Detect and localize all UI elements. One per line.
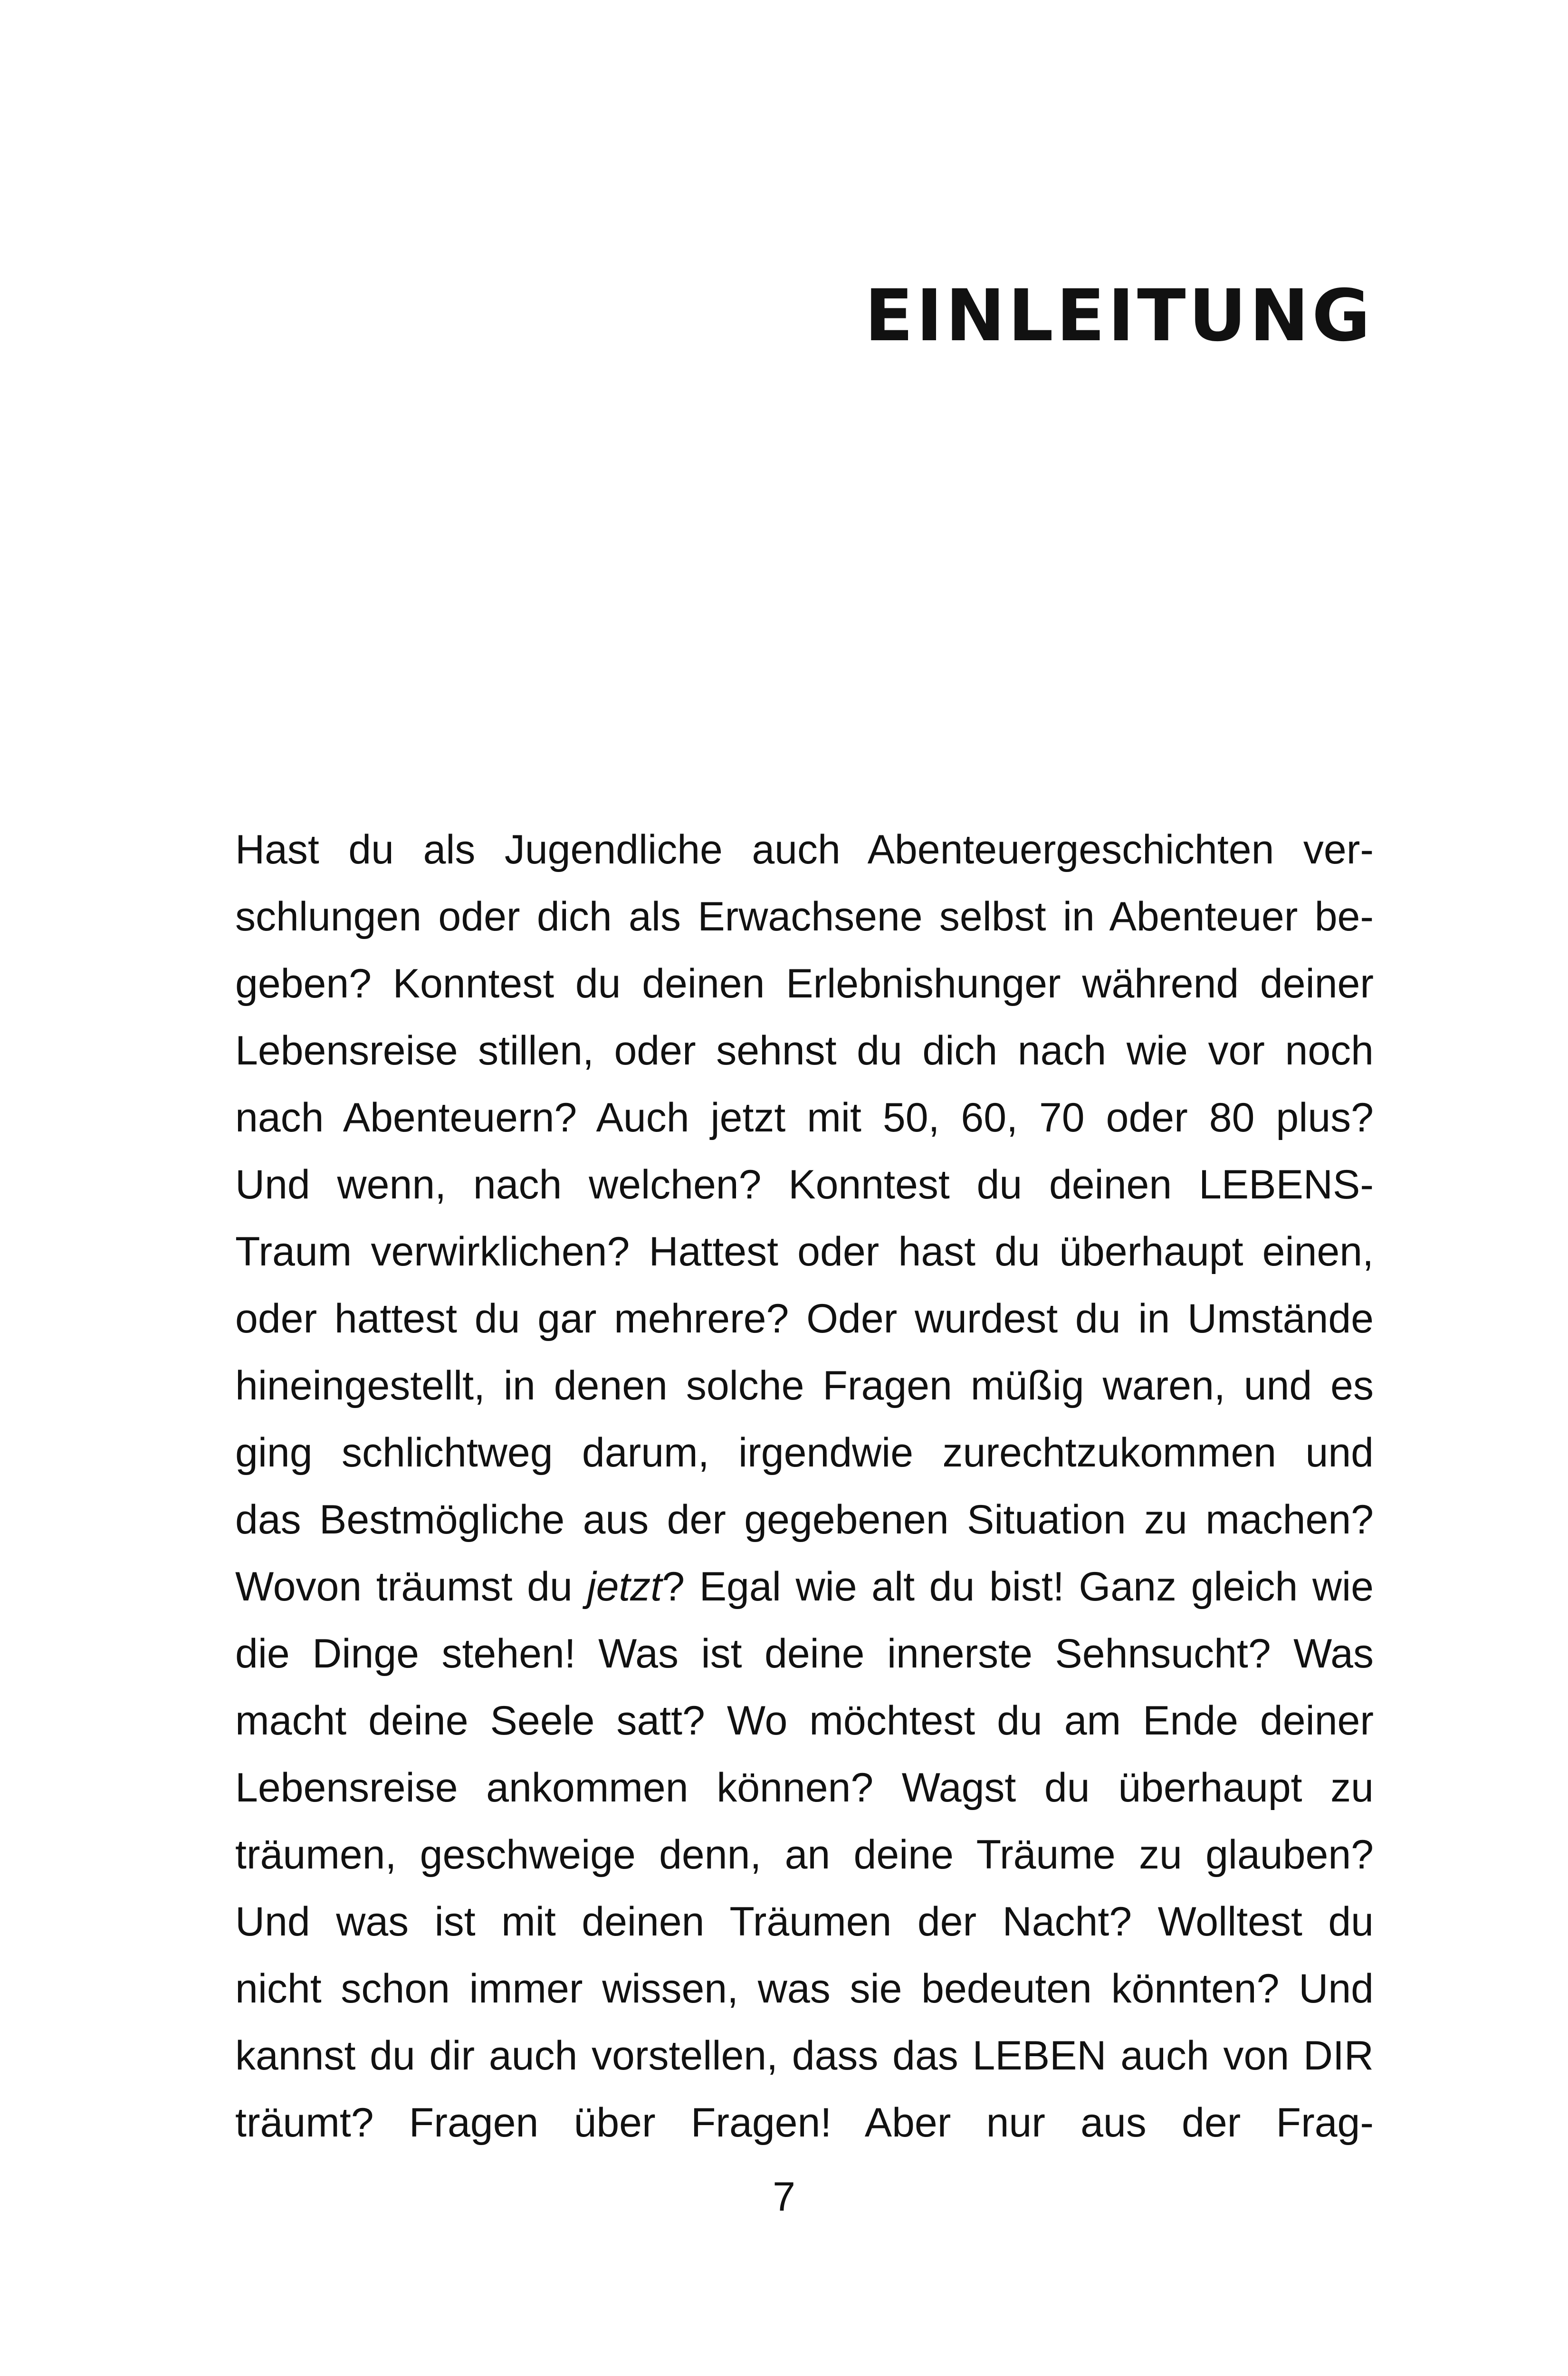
text-line: nicht schon immer wissen, was sie bedeuten könnten? Und: [235, 1966, 1374, 2012]
text-line: Hast du als Jugendliche auch Abenteuergeschichten ver-: [235, 827, 1374, 872]
text-line: Und wenn, nach welchen? Konntest du deinen LEBENS-: [235, 1162, 1374, 1207]
body-paragraph: [235, 816, 1374, 2156]
text-line: geben? Konntest du deinen Erlebnishunger während deiner: [235, 961, 1374, 1006]
page-number: 7: [773, 2174, 795, 2220]
text-line: das Bestmögliche aus der gegebenen Situation zu machen?: [235, 1497, 1374, 1542]
text-line: Traum verwirklichen? Hattest oder hast du überhaupt einen,: [235, 1229, 1374, 1274]
text-line: macht deine Seele satt? Wo möchtest du am Ende deiner: [235, 1698, 1374, 1744]
text-line: träumt? Fragen über Fragen! Aber nur aus der Frag-: [235, 2100, 1374, 2146]
text-line: hineingestellt, in denen solche Fragen müßig waren, und es: [235, 1363, 1374, 1408]
text-line: nach Abenteuern? Auch jetzt mit 50, 60, 70 oder 80 plus?: [235, 1095, 1374, 1140]
emphasized-word: jetzt: [587, 1564, 662, 1610]
text-line: die Dinge stehen! Was ist deine innerste Sehnsucht? Was: [235, 1631, 1374, 1677]
text-line: träumen, geschweige denn, an deine Träume zu glauben?: [235, 1832, 1374, 1878]
text-run: Wovon träumst du: [235, 1564, 587, 1610]
text-line: oder hattest du gar mehrere? Oder wurdest du in Umstände: [235, 1296, 1374, 1341]
text-line: kannst du dir auch vorstellen, dass das LEBEN auch von DIR: [235, 2033, 1374, 2079]
text-line: Lebensreise stillen, oder sehnst du dich nach wie vor noch: [235, 1028, 1374, 1073]
text-line: schlungen oder dich als Erwachsene selbst in Abenteuer be-: [235, 894, 1374, 939]
text-run: ? Egal wie alt du bist! Ganz gleich wie: [662, 1564, 1374, 1610]
text-line: ging schlichtweg darum, irgendwie zurechtzukommen und: [235, 1430, 1374, 1475]
text-line: [235, 1553, 1374, 1620]
chapter-title: EINLEITUNG: [864, 275, 1373, 357]
text-line: Und was ist mit deinen Träumen der Nacht? Wolltest du: [235, 1899, 1374, 1945]
text-line: Lebensreise ankommen können? Wagst du überhaupt zu: [235, 1765, 1374, 1811]
